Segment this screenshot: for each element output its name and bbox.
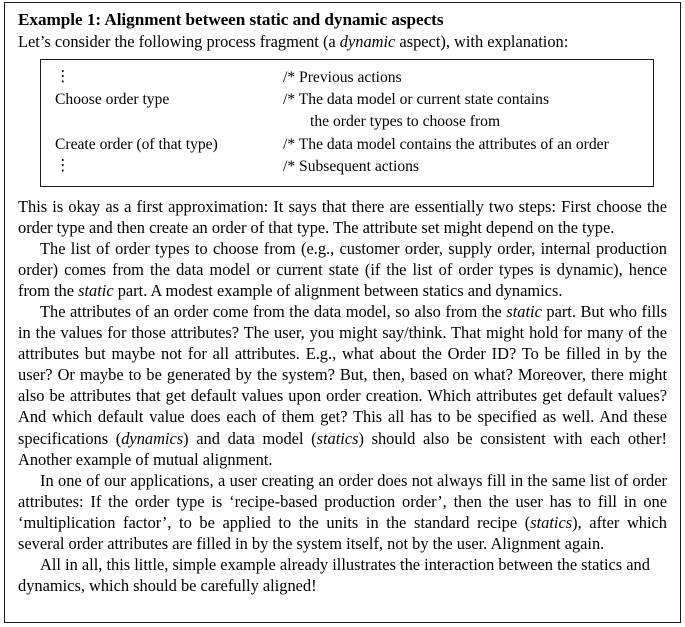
paragraph-text: part. But who fills in the values for those attributes? The user, you might say/think. That might hold for many of the attributes but maybe not for all attributes. E.g., what about the Order ID? To be filled in by the user? Or maybe to be generated by the system? But, then, based on what? Moreover, there might also be attributes that get default values upon order creation. Which attributes get default values? And which default value does each of them get? This all has to be specified as well. And these specifications ( bbox=[18, 302, 667, 448]
vertical-ellipsis-icon: ⋮ bbox=[55, 68, 71, 85]
fragment-comment-text: /* Previous actions bbox=[283, 69, 402, 86]
fragment-comment-text: /* The data model contains the attributes of an order bbox=[283, 135, 609, 153]
paragraph-text: part. A modest example of alignment between statics and dynamics. bbox=[113, 281, 563, 301]
fragment-action-label: Choose order type bbox=[55, 91, 170, 109]
intro-sentence bbox=[18, 31, 667, 52]
fragment-action-label bbox=[41, 156, 283, 178]
process-fragment-row bbox=[41, 156, 653, 178]
explanation-paragraph bbox=[18, 196, 667, 238]
process-fragment-rows bbox=[41, 67, 653, 178]
intro-text-before: Let’s consider the following process fragment (a bbox=[18, 32, 340, 51]
paragraph-text: ), after which several order attributes are filled in by the system itself, not by the user. Alignment again. bbox=[18, 512, 667, 553]
paragraph-text: All in all, this little, simple example already illustrates the interaction between the statics and dynamics, which should be carefully aligned! bbox=[18, 554, 650, 595]
explanation-paragraph bbox=[18, 301, 667, 469]
explanation-paragraph bbox=[18, 554, 667, 596]
emphasis-term: static bbox=[506, 302, 542, 322]
emphasis-term: dynamics bbox=[121, 428, 184, 448]
process-fragment-row bbox=[41, 89, 653, 111]
process-fragment-box bbox=[40, 59, 654, 187]
paragraph-text: In one of our applications, a user creating an order does not always fill in the same list of order attributes: If the order type is ‘recipe-based production order’, then the user has to fill in one ‘multiplication factor’, to be applied to the units in the standard recipe ( bbox=[18, 470, 667, 532]
paragraph-text: ) should also be consistent with each other! Another example of mutual alignment. bbox=[18, 428, 667, 469]
fragment-action-label bbox=[41, 67, 283, 89]
explanation-paragraph bbox=[18, 470, 667, 554]
explanation-body bbox=[18, 196, 667, 596]
process-fragment-row bbox=[41, 67, 653, 89]
fragment-action-label: Create order (of that type) bbox=[55, 135, 218, 153]
example-title: Example 1: Alignment between static and dynamic aspects bbox=[18, 10, 444, 29]
intro-text-after: aspect), with explanation: bbox=[395, 32, 569, 51]
process-fragment-row bbox=[41, 111, 653, 133]
intro-emphasis-dynamic: dynamic bbox=[339, 32, 396, 51]
emphasis-term: statics bbox=[530, 512, 573, 532]
paragraph-text: ) and data model ( bbox=[183, 428, 317, 448]
emphasis-term: statics bbox=[316, 428, 359, 448]
example-callout-box bbox=[4, 2, 681, 623]
explanation-paragraph bbox=[18, 238, 667, 301]
paragraph-text: The attributes of an order come from the data model, so also from the bbox=[40, 302, 507, 322]
emphasis-term: static bbox=[78, 281, 114, 301]
fragment-comment-text: the order types to choose from bbox=[310, 113, 501, 131]
paragraph-text: This is okay as a first approximation: It says that there are essentially two steps: First choose the order type and then create an order of that type. The attribute set might depend on the type. bbox=[18, 197, 667, 238]
paragraph-text: The list of order types to choose from (e.g., customer order, supply order, internal production order) comes from the data model or current state (if the list of order types is dynamic), hence from the bbox=[18, 239, 667, 301]
vertical-ellipsis-icon: ⋮ bbox=[55, 156, 71, 174]
fragment-comment-text: /* Subsequent actions bbox=[283, 157, 419, 175]
process-fragment-row bbox=[41, 134, 653, 156]
fragment-comment-text: /* The data model or current state contains bbox=[283, 91, 550, 109]
